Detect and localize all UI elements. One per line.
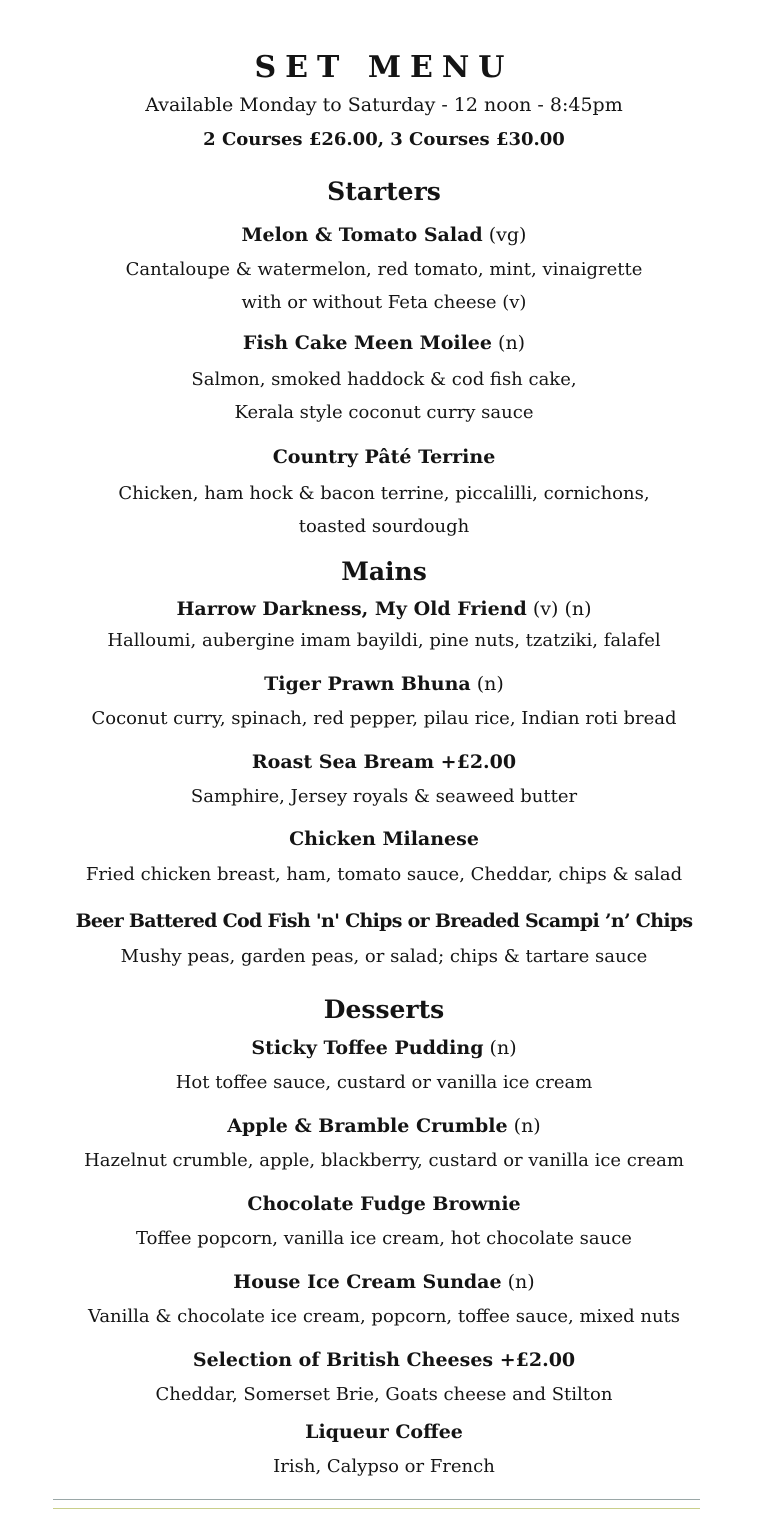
dish-title: [0, 222, 768, 248]
dish-name: Melon & Tomato Salad: [241, 224, 483, 246]
dietary-tag: (vg): [488, 224, 527, 246]
dish-description: Irish, Calypso or French: [273, 1456, 495, 1477]
starters-heading: Starters: [327, 177, 441, 206]
desserts-heading: Desserts: [323, 995, 445, 1024]
dietary-tag: (n): [489, 1037, 517, 1059]
dish-title: [0, 596, 768, 622]
dish-description: Vanilla & chocolate ice cream, popcorn, toffee sauce, mixed nuts: [87, 1306, 681, 1327]
dish-title: [0, 330, 768, 356]
dish-title: [0, 1419, 768, 1445]
dish-description: Hot toffee sauce, custard or vanilla ice cream: [175, 1072, 593, 1093]
dish-title: [0, 1113, 768, 1139]
dish-name: Chicken Milanese: [289, 828, 479, 850]
dish-title: [0, 671, 768, 697]
dish-description: toasted sourdough: [298, 516, 470, 537]
dish-description: Cheddar, Somerset Brie, Goats cheese and Stilton: [155, 1384, 613, 1405]
dish-name: Chocolate Fudge Brownie: [247, 1193, 521, 1215]
dish-title: [0, 1269, 768, 1295]
dish-name: Beer Battered Cod Fish 'n' Chips or Breaded Scampi ’n’ Chips: [75, 910, 693, 932]
dish-description: Coconut curry, spinach, red pepper, pilau rice, Indian roti bread: [91, 708, 677, 729]
course-prices: 2 Courses £26.00, 3 Courses £30.00: [203, 129, 565, 150]
dish-title: [0, 1035, 768, 1061]
dish-description: Cantaloupe & watermelon, red tomato, mint, vinaigrette: [125, 259, 643, 280]
mains-heading: Mains: [341, 557, 427, 586]
dish-name: House Ice Cream Sundae: [233, 1271, 502, 1293]
dietary-tag: (v) (n): [532, 598, 592, 620]
availability-text: Available Monday to Saturday - 12 noon - 8:45pm: [145, 94, 623, 116]
footer-divider: [53, 1499, 700, 1500]
dietary-tag: (n): [476, 673, 504, 695]
dish-title: [0, 444, 768, 470]
dish-description: Toffee popcorn, vanilla ice cream, hot chocolate sauce: [136, 1228, 632, 1249]
dish-title: [0, 1347, 768, 1373]
dish-description: Mushy peas, garden peas, or salad; chips & tartare sauce: [120, 946, 648, 967]
dish-name: Sticky Toffee Pudding: [251, 1037, 484, 1059]
dish-description: with or without Feta cheese (v): [241, 292, 527, 313]
footer-divider: [53, 1508, 700, 1509]
dish-description: Halloumi, aubergine imam bayildi, pine nuts, tzatziki, falafel: [107, 630, 661, 651]
dish-name: Apple & Bramble Crumble: [227, 1115, 508, 1137]
dietary-tag: (n): [513, 1115, 541, 1137]
dish-title: [0, 826, 768, 852]
dish-title: [0, 749, 768, 775]
dish-description: Samphire, Jersey royals & seaweed butter: [190, 786, 578, 807]
dish-name: Selection of British Cheeses +£2.00: [192, 1349, 576, 1371]
dish-name: Harrow Darkness, My Old Friend: [176, 598, 527, 620]
dish-description: Hazelnut crumble, apple, blackberry, custard or vanilla ice cream: [84, 1150, 684, 1171]
dish-title: [0, 908, 768, 934]
dish-name: Tiger Prawn Bhuna: [264, 673, 471, 695]
dish-description: Salmon, smoked haddock & cod fish cake,: [191, 369, 577, 390]
menu-title: SET MENU: [254, 50, 514, 85]
dish-name: Fish Cake Meen Moilee: [242, 332, 492, 354]
dish-title: [0, 1191, 768, 1217]
dish-description: Fried chicken breast, ham, tomato sauce, Cheddar, chips & salad: [85, 864, 683, 885]
dish-description: Kerala style coconut curry sauce: [234, 402, 534, 423]
dish-name: Liqueur Coffee: [305, 1421, 463, 1443]
dietary-tag: (n): [507, 1271, 535, 1293]
dish-name: Roast Sea Bream +£2.00: [251, 751, 517, 773]
dish-description: Chicken, ham hock & bacon terrine, piccalilli, cornichons,: [118, 483, 650, 504]
dietary-tag: (n): [498, 332, 526, 354]
dish-name: Country Pâté Terrine: [272, 446, 496, 468]
